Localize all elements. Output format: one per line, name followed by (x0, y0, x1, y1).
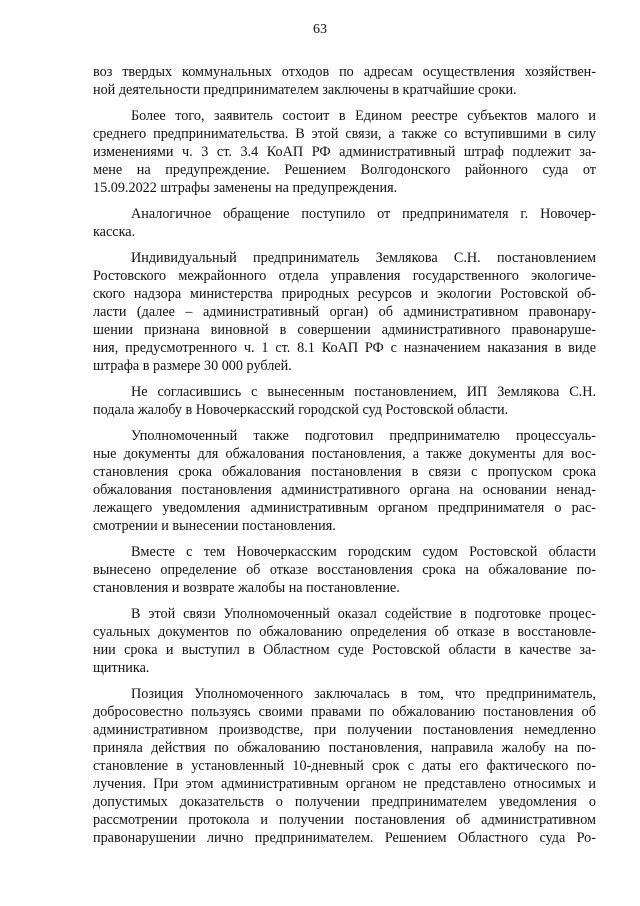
text-line: становления срока обжалования постановления в связи с пропуском срока (93, 464, 596, 480)
text-line: ные документы для обжалования постановления, а также документы для вос- (93, 446, 596, 462)
text-line: подала жалобу в Новочеркасский городской суд Ростовской области. (93, 402, 509, 418)
text-line: добросовестно пользуясь своими правами по обжалованию постановления об (93, 704, 596, 720)
text-line: ния, предусмотренного ч. 1 ст. 8.1 КоАП РФ с назначением наказания в виде (93, 340, 596, 356)
text-line: нии срока и выступил в Областном суде Ростовской области в качестве за- (93, 642, 596, 658)
text-line: рассмотрении протокола и получении постановления об административном (93, 812, 596, 828)
text-line: Не согласившись с вынесенным постановлением, ИП Землякова С.Н. (131, 384, 596, 400)
text-line: ского надзора министерства природных ресурсов и экологии Ростовской об- (93, 286, 596, 302)
text-line: Аналогичное обращение поступило от предпринимателя г. Новочер- (131, 206, 596, 222)
text-line: шении признана виновной в совершении административного правонаруше- (93, 322, 596, 338)
text-line: приняла действия по обжалованию постановления, направила жалобу на по- (93, 740, 596, 756)
text-line: Индивидуальный предприниматель Землякова С.Н. постановлением (131, 250, 596, 266)
text-line: Более того, заявитель состоит в Едином реестре субъектов малого и (131, 108, 596, 124)
text-line: становление в установленный 10-дневный срок с даты его фактического по- (93, 758, 596, 774)
page-number: 63 (313, 22, 327, 37)
text-line: административном производстве, при получении постановления немедленно (93, 722, 596, 738)
text-line: допустимых доказательств о получении предпринимателем уведомления о (93, 794, 596, 810)
text-line: смотрении и вынесении постановления. (93, 518, 336, 534)
text-line: В этой связи Уполномоченный оказал содействие в подготовке процес- (131, 606, 596, 622)
text-line: лежащего уведомления административным органом предпринимателя о рас- (93, 500, 596, 516)
text-line: суальных документов по обжалованию определения об отказе в восстановле- (93, 624, 596, 640)
text-line: правонарушении лично предпринимателем. Решением Областного суда Ро- (93, 830, 596, 846)
text-line: изменениями ч. 3 ст. 3.4 КоАП РФ административный штраф подлежит за- (93, 144, 596, 160)
text-line: воз твердых коммунальных отходов по адресам осуществления хозяйствен- (93, 64, 596, 80)
text-line: обжалования постановления административного органа на основании ненад- (93, 482, 596, 498)
text-line: Вместе с тем Новочеркасским городским судом Ростовской области (131, 544, 596, 560)
text-line: лучения. При этом административным органом не представлено относимых и (93, 776, 596, 792)
text-line: штрафа в размере 30 000 рублей. (93, 358, 292, 374)
text-line: Уполномоченный также подготовил предпринимателю процессуаль- (131, 428, 596, 444)
text-line: Позиция Уполномоченного заключалась в том, что предприниматель, (131, 686, 596, 702)
text-line: касска. (93, 224, 136, 240)
text-line: ной деятельности предпринимателем заключены в кратчайшие сроки. (93, 82, 517, 98)
text-line: среднего предпринимательства. В этой связи, а также со вступившими в силу (93, 126, 596, 142)
text-line: мене на предупреждение. Решением Волгодонского районного суда от (93, 162, 596, 178)
text-line: ласти (далее – административный орган) об административном правонару- (93, 304, 596, 320)
text-line: вынесено определение об отказе восстановления срока на обжалование по- (93, 562, 596, 578)
text-line: 15.09.2022 штрафы заменены на предупреждения. (93, 180, 398, 196)
text-line: становления и возврате жалобы на постановление. (93, 580, 400, 596)
text-line: Ростовского межрайонного отдела управления государственного экологиче- (93, 268, 596, 284)
text-line: щитника. (93, 660, 150, 676)
